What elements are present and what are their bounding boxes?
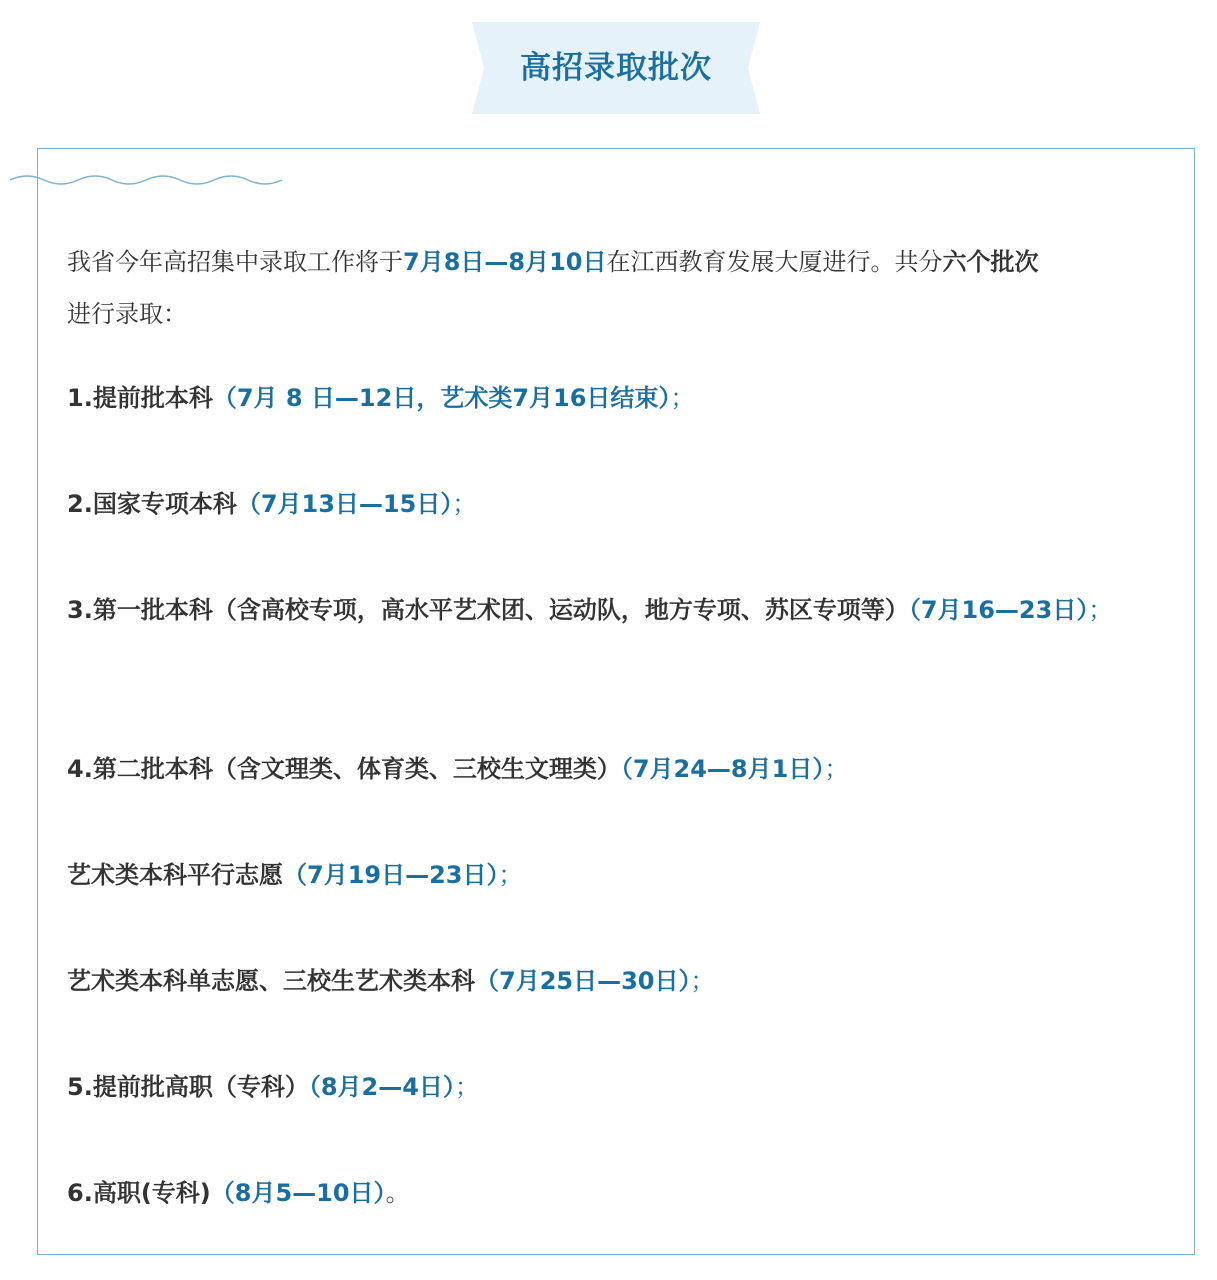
batch-item-label: 3.第一批本科（含高校专项，高水平艺术团、运动队，地方专项、苏区专项等） (67, 596, 909, 624)
batch-item-6 (67, 1167, 1172, 1219)
intro-text-1: 我省今年高招集中录取工作将于 (67, 248, 403, 276)
batch-item-4 (67, 743, 1172, 795)
batch-item-end: ； (452, 490, 477, 518)
batch-item-5 (67, 1061, 1172, 1113)
batch-item-dates: （7月19日—23日） (283, 861, 499, 889)
batch-item-art-single (67, 955, 1172, 1007)
batch-item-dates: （8月5—10日） (210, 1179, 386, 1207)
batch-item-label: 6.高职(专科) (67, 1179, 211, 1207)
batch-item-end: ； (824, 755, 849, 783)
batch-item-dates: （7月16—23日） (908, 596, 1089, 624)
batch-item-3 (67, 584, 1172, 636)
batch-item-dates: （7月25日—30日） (475, 967, 691, 995)
batch-item-end: ； (670, 384, 695, 412)
title-banner (472, 22, 760, 114)
batch-item-end: ； (498, 861, 523, 889)
batch-item-dates: （8月2—4日） (308, 1073, 455, 1101)
intro-paragraph (67, 236, 1167, 340)
batch-item-label: 2.国家专项本科 (67, 490, 237, 518)
wave-decoration (10, 168, 285, 192)
batch-item-end: ； (454, 1073, 479, 1101)
batch-item-end: ； (1088, 596, 1113, 624)
batch-item-end: ； (690, 967, 715, 995)
batch-item-label: 艺术类本科单志愿、三校生艺术类本科 (67, 967, 475, 995)
intro-dates: 7月8日—8月10日 (403, 248, 607, 276)
batch-item-1 (67, 372, 1172, 424)
batch-item-art-parallel (67, 849, 1172, 901)
intro-emphasis: 六个批次 (942, 248, 1039, 276)
batch-item-label: 艺术类本科平行志愿 (67, 861, 283, 889)
batch-item-dates: （7月13日—15日） (236, 490, 453, 518)
batch-item-dates: （7月24—8月1日） (620, 755, 825, 783)
intro-text-2: 在江西教育发展大厦进行。共分 (606, 248, 943, 276)
page-title: 高招录取批次 (520, 50, 712, 86)
batch-item-end: 。 (385, 1179, 410, 1207)
batch-item-label: 5.提前批高职（专科） (67, 1073, 309, 1101)
batch-item-label: 4.第二批本科（含文理类、体育类、三校生文理类） (67, 755, 621, 783)
batch-item-2 (67, 478, 1172, 530)
batch-item-dates: （7月 8 日—12日，艺术类7月16日结束） (212, 384, 671, 412)
intro-text-3: 进行录取： (67, 300, 187, 328)
batch-item-label: 1.提前批本科 (67, 384, 213, 412)
